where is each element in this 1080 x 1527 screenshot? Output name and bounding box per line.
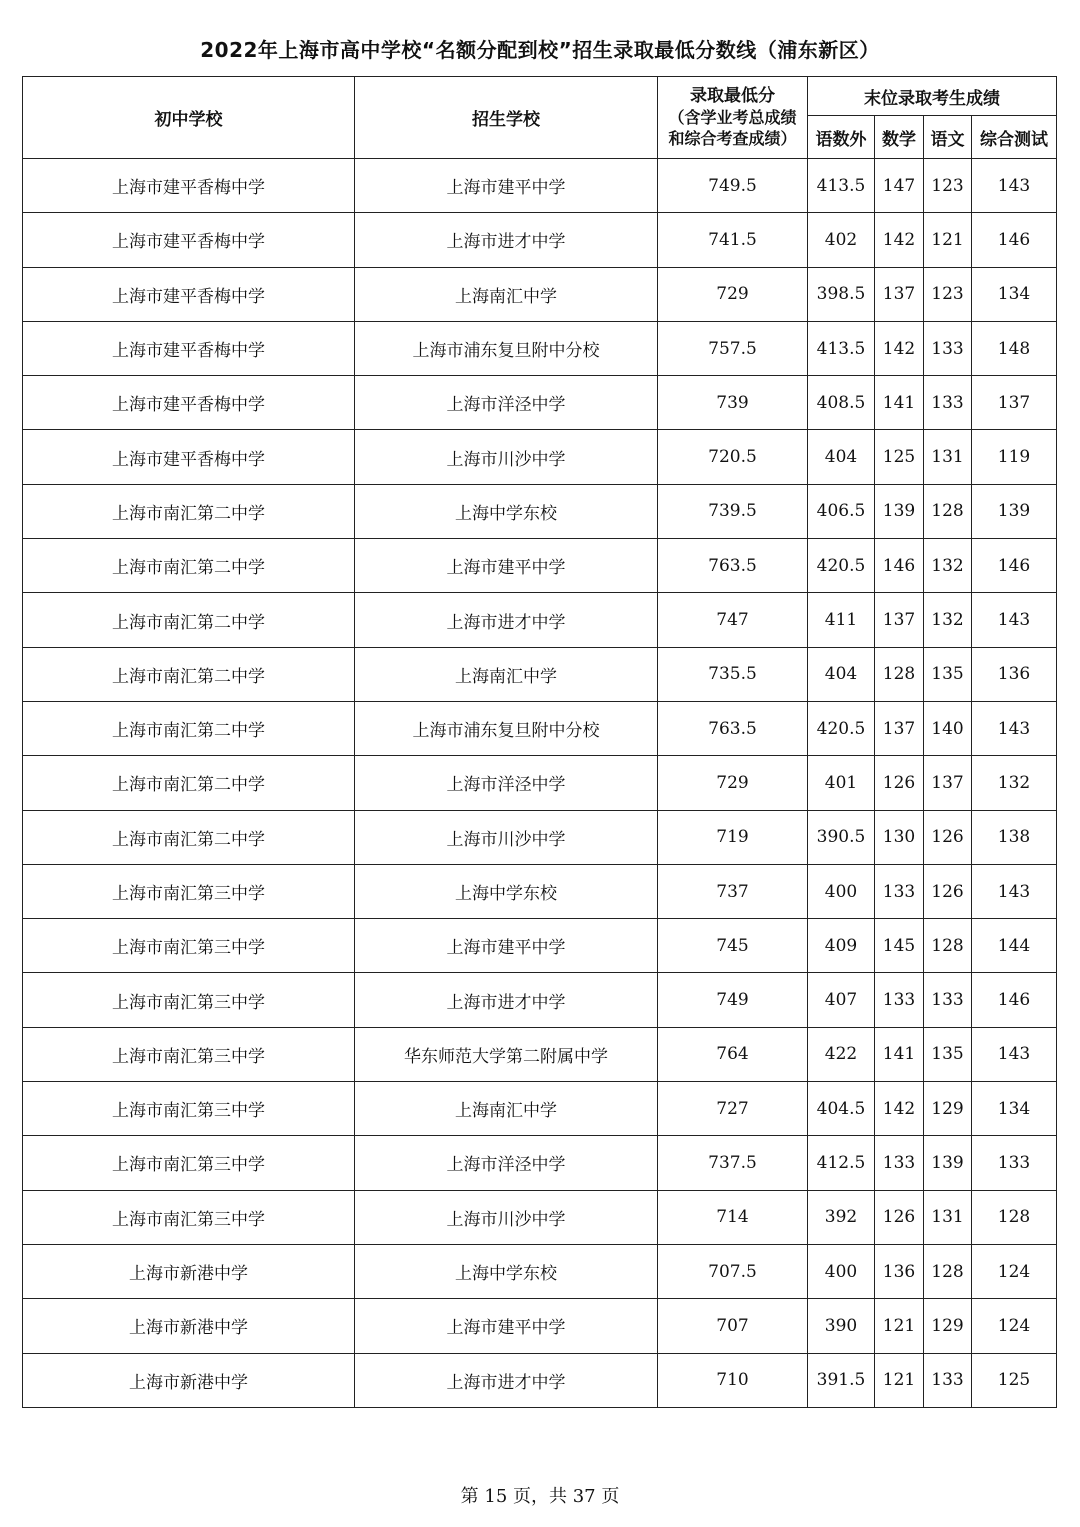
cell-enroll-school: 上海市进才中学 — [355, 973, 658, 1027]
cell-junior-school: 上海市建平香梅中学 — [23, 267, 355, 321]
cell-enroll-school: 上海南汇中学 — [355, 1082, 658, 1136]
cell-yuwenwai: 391.5 — [808, 1353, 875, 1407]
cell-yuwenwai: 398.5 — [808, 267, 875, 321]
cell-comprehensive: 148 — [972, 321, 1057, 375]
cell-chinese: 129 — [924, 1299, 972, 1353]
header-min-score-line1: 录取最低分 — [690, 86, 775, 106]
page-title: 2022年上海市高中学校“名额分配到校”招生录取最低分数线（浦东新区） — [200, 38, 880, 62]
cell-junior-school: 上海市新港中学 — [23, 1244, 355, 1298]
cell-chinese: 126 — [924, 810, 972, 864]
cell-math: 139 — [875, 484, 924, 538]
cell-min-score: 735.5 — [658, 647, 808, 701]
cell-chinese: 128 — [924, 919, 972, 973]
cell-chinese: 131 — [924, 1190, 972, 1244]
table-row — [23, 810, 1057, 864]
cell-comprehensive: 143 — [972, 159, 1057, 213]
cell-comprehensive: 143 — [972, 593, 1057, 647]
cell-enroll-school: 上海市川沙中学 — [355, 810, 658, 864]
cell-math: 137 — [875, 267, 924, 321]
cell-chinese: 123 — [924, 267, 972, 321]
cell-chinese: 133 — [924, 321, 972, 375]
cell-math: 145 — [875, 919, 924, 973]
cell-chinese: 133 — [924, 1353, 972, 1407]
cell-min-score: 707.5 — [658, 1244, 808, 1298]
cell-math: 130 — [875, 810, 924, 864]
cell-junior-school: 上海市南汇第三中学 — [23, 973, 355, 1027]
cell-chinese: 123 — [924, 159, 972, 213]
table-row — [23, 213, 1057, 267]
cell-min-score: 749 — [658, 973, 808, 1027]
cell-yuwenwai: 411 — [808, 593, 875, 647]
table-row — [23, 1136, 1057, 1190]
cell-math: 142 — [875, 213, 924, 267]
cell-yuwenwai: 404.5 — [808, 1082, 875, 1136]
cell-min-score: 747 — [658, 593, 808, 647]
cell-min-score: 749.5 — [658, 159, 808, 213]
cell-chinese: 132 — [924, 539, 972, 593]
table-row — [23, 647, 1057, 701]
cell-min-score: 739 — [658, 376, 808, 430]
cell-math: 133 — [875, 973, 924, 1027]
cell-junior-school: 上海市建平香梅中学 — [23, 159, 355, 213]
table-row — [23, 919, 1057, 973]
cell-enroll-school: 上海市洋泾中学 — [355, 1136, 658, 1190]
cell-comprehensive: 146 — [972, 539, 1057, 593]
cell-chinese: 129 — [924, 1082, 972, 1136]
cell-enroll-school: 上海市建平中学 — [355, 159, 658, 213]
cell-enroll-school: 上海市建平中学 — [355, 539, 658, 593]
header-comprehensive: 综合测试 — [972, 116, 1057, 159]
cell-yuwenwai: 408.5 — [808, 376, 875, 430]
cell-chinese: 139 — [924, 1136, 972, 1190]
cell-comprehensive: 134 — [972, 1082, 1057, 1136]
cell-min-score: 737.5 — [658, 1136, 808, 1190]
table-row — [23, 1027, 1057, 1081]
cell-math: 146 — [875, 539, 924, 593]
cell-enroll-school: 上海市建平中学 — [355, 1299, 658, 1353]
cell-yuwenwai: 420.5 — [808, 701, 875, 755]
cell-math: 128 — [875, 647, 924, 701]
cell-yuwenwai: 406.5 — [808, 484, 875, 538]
cell-min-score: 720.5 — [658, 430, 808, 484]
cell-comprehensive: 133 — [972, 1136, 1057, 1190]
cell-math: 142 — [875, 321, 924, 375]
cell-min-score: 737 — [658, 864, 808, 918]
cell-yuwenwai: 409 — [808, 919, 875, 973]
cell-math: 142 — [875, 1082, 924, 1136]
cell-min-score: 707 — [658, 1299, 808, 1353]
table-row — [23, 539, 1057, 593]
table-body — [23, 159, 1057, 1408]
cell-enroll-school: 上海市川沙中学 — [355, 430, 658, 484]
cell-math: 147 — [875, 159, 924, 213]
cell-comprehensive: 146 — [972, 973, 1057, 1027]
cell-chinese: 135 — [924, 647, 972, 701]
cell-comprehensive: 139 — [972, 484, 1057, 538]
table-row — [23, 973, 1057, 1027]
cell-yuwenwai: 402 — [808, 213, 875, 267]
cell-math: 125 — [875, 430, 924, 484]
cell-enroll-school: 华东师范大学第二附属中学 — [355, 1027, 658, 1081]
cell-junior-school: 上海市南汇第二中学 — [23, 701, 355, 755]
cell-junior-school: 上海市南汇第二中学 — [23, 539, 355, 593]
cell-min-score: 729 — [658, 267, 808, 321]
table-row — [23, 1244, 1057, 1298]
cell-yuwenwai: 390.5 — [808, 810, 875, 864]
cell-junior-school: 上海市南汇第二中学 — [23, 484, 355, 538]
header-yuwenwai: 语数外 — [808, 116, 875, 159]
header-junior-school: 初中学校 — [23, 77, 355, 159]
cell-math: 126 — [875, 1190, 924, 1244]
cell-junior-school: 上海市建平香梅中学 — [23, 430, 355, 484]
cell-comprehensive: 125 — [972, 1353, 1057, 1407]
header-min-score-line2: （含学业考总成绩 — [668, 108, 797, 127]
cell-enroll-school: 上海市进才中学 — [355, 1353, 658, 1407]
cell-comprehensive: 124 — [972, 1244, 1057, 1298]
cell-chinese: 132 — [924, 593, 972, 647]
cell-comprehensive: 136 — [972, 647, 1057, 701]
cell-comprehensive: 144 — [972, 919, 1057, 973]
cell-yuwenwai: 404 — [808, 647, 875, 701]
table-row — [23, 267, 1057, 321]
cell-min-score: 727 — [658, 1082, 808, 1136]
cell-yuwenwai: 413.5 — [808, 321, 875, 375]
cell-enroll-school: 上海市洋泾中学 — [355, 756, 658, 810]
cell-junior-school: 上海市南汇第二中学 — [23, 593, 355, 647]
cell-chinese: 135 — [924, 1027, 972, 1081]
cell-min-score: 719 — [658, 810, 808, 864]
table-row — [23, 1299, 1057, 1353]
cell-comprehensive: 134 — [972, 267, 1057, 321]
cell-chinese: 131 — [924, 430, 972, 484]
cell-enroll-school: 上海市川沙中学 — [355, 1190, 658, 1244]
cell-yuwenwai: 404 — [808, 430, 875, 484]
table-row — [23, 321, 1057, 375]
cell-comprehensive: 146 — [972, 213, 1057, 267]
cell-min-score: 745 — [658, 919, 808, 973]
cell-min-score: 714 — [658, 1190, 808, 1244]
cell-math: 133 — [875, 1136, 924, 1190]
cell-junior-school: 上海市南汇第三中学 — [23, 1136, 355, 1190]
table-row — [23, 484, 1057, 538]
cell-yuwenwai: 390 — [808, 1299, 875, 1353]
cell-comprehensive: 128 — [972, 1190, 1057, 1244]
table-row — [23, 1082, 1057, 1136]
page-footer: 第 15 页，共 37 页 — [460, 1486, 620, 1507]
table-row — [23, 1190, 1057, 1244]
cell-enroll-school: 上海市浦东复旦附中分校 — [355, 321, 658, 375]
cell-yuwenwai: 407 — [808, 973, 875, 1027]
cell-enroll-school: 上海南汇中学 — [355, 267, 658, 321]
cell-enroll-school: 上海市进才中学 — [355, 213, 658, 267]
admission-score-table — [22, 76, 1057, 1408]
cell-comprehensive: 119 — [972, 430, 1057, 484]
cell-yuwenwai: 420.5 — [808, 539, 875, 593]
cell-min-score: 763.5 — [658, 539, 808, 593]
table-row — [23, 864, 1057, 918]
cell-enroll-school: 上海市进才中学 — [355, 593, 658, 647]
cell-chinese: 128 — [924, 1244, 972, 1298]
cell-junior-school: 上海市南汇第三中学 — [23, 864, 355, 918]
cell-min-score: 764 — [658, 1027, 808, 1081]
cell-yuwenwai: 400 — [808, 1244, 875, 1298]
cell-junior-school: 上海市南汇第二中学 — [23, 647, 355, 701]
cell-chinese: 137 — [924, 756, 972, 810]
cell-comprehensive: 143 — [972, 1027, 1057, 1081]
cell-math: 133 — [875, 864, 924, 918]
cell-chinese: 140 — [924, 701, 972, 755]
cell-yuwenwai: 422 — [808, 1027, 875, 1081]
cell-comprehensive: 137 — [972, 376, 1057, 430]
cell-enroll-school: 上海中学东校 — [355, 484, 658, 538]
cell-yuwenwai: 401 — [808, 756, 875, 810]
cell-enroll-school: 上海市浦东复旦附中分校 — [355, 701, 658, 755]
cell-min-score: 741.5 — [658, 213, 808, 267]
cell-chinese: 133 — [924, 973, 972, 1027]
cell-math: 126 — [875, 756, 924, 810]
cell-junior-school: 上海市新港中学 — [23, 1353, 355, 1407]
cell-math: 141 — [875, 1027, 924, 1081]
cell-min-score: 710 — [658, 1353, 808, 1407]
cell-yuwenwai: 412.5 — [808, 1136, 875, 1190]
table-row — [23, 376, 1057, 430]
cell-min-score: 763.5 — [658, 701, 808, 755]
cell-math: 121 — [875, 1353, 924, 1407]
cell-chinese: 126 — [924, 864, 972, 918]
cell-min-score: 757.5 — [658, 321, 808, 375]
table-row — [23, 756, 1057, 810]
cell-comprehensive: 138 — [972, 810, 1057, 864]
header-chinese: 语文 — [924, 116, 972, 159]
cell-math: 121 — [875, 1299, 924, 1353]
cell-junior-school: 上海市南汇第二中学 — [23, 810, 355, 864]
cell-junior-school: 上海市建平香梅中学 — [23, 321, 355, 375]
header-last-student: 末位录取考生成绩 — [808, 77, 1057, 116]
cell-junior-school: 上海市南汇第三中学 — [23, 1027, 355, 1081]
cell-chinese: 128 — [924, 484, 972, 538]
cell-comprehensive: 143 — [972, 864, 1057, 918]
cell-comprehensive: 132 — [972, 756, 1057, 810]
cell-junior-school: 上海市南汇第三中学 — [23, 1082, 355, 1136]
cell-comprehensive: 143 — [972, 701, 1057, 755]
cell-enroll-school: 上海市建平中学 — [355, 919, 658, 973]
cell-junior-school: 上海市南汇第二中学 — [23, 756, 355, 810]
cell-math: 141 — [875, 376, 924, 430]
cell-junior-school: 上海市建平香梅中学 — [23, 376, 355, 430]
cell-comprehensive: 124 — [972, 1299, 1057, 1353]
cell-junior-school: 上海市建平香梅中学 — [23, 213, 355, 267]
cell-junior-school: 上海市南汇第三中学 — [23, 1190, 355, 1244]
cell-math: 137 — [875, 593, 924, 647]
cell-enroll-school: 上海南汇中学 — [355, 647, 658, 701]
cell-chinese: 121 — [924, 213, 972, 267]
cell-yuwenwai: 413.5 — [808, 159, 875, 213]
cell-junior-school: 上海市南汇第三中学 — [23, 919, 355, 973]
cell-math: 136 — [875, 1244, 924, 1298]
header-min-score-line3: 和综合考查成绩） — [668, 129, 797, 148]
cell-math: 137 — [875, 701, 924, 755]
cell-enroll-school: 上海中学东校 — [355, 1244, 658, 1298]
header-math: 数学 — [875, 116, 924, 159]
table-row — [23, 1353, 1057, 1407]
cell-min-score: 739.5 — [658, 484, 808, 538]
table-row — [23, 159, 1057, 213]
cell-min-score: 729 — [658, 756, 808, 810]
cell-junior-school: 上海市新港中学 — [23, 1299, 355, 1353]
cell-chinese: 133 — [924, 376, 972, 430]
header-min-score — [658, 77, 808, 159]
cell-enroll-school: 上海中学东校 — [355, 864, 658, 918]
table-row — [23, 430, 1057, 484]
table-row — [23, 593, 1057, 647]
header-enroll-school: 招生学校 — [355, 77, 658, 159]
cell-enroll-school: 上海市洋泾中学 — [355, 376, 658, 430]
table-row — [23, 701, 1057, 755]
cell-yuwenwai: 392 — [808, 1190, 875, 1244]
cell-yuwenwai: 400 — [808, 864, 875, 918]
